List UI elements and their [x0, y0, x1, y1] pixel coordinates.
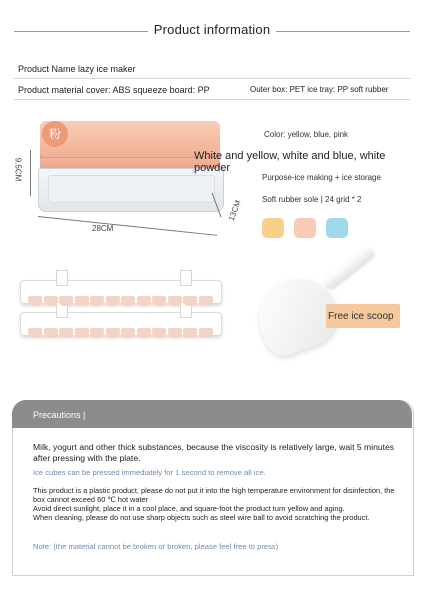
precaution-paragraph: This product is a plastic product, please do not put it into the high temperature environment for disinfection, the box cannot exceed 60 ℃ hot water Avoid direct sunlight, place it in a cool place, and square-foot the product turn yellow and aging. When cleaning, please do not use sharp objects such as steel wire ball to avoid scratching the product.: [33, 486, 395, 522]
ice-cell: [106, 328, 120, 338]
tray-tab: [180, 270, 192, 286]
swatch-yellow: [262, 218, 284, 238]
box-lid: [40, 121, 220, 161]
material-row-right: Outer box: PET ice tray: PP soft rubber: [250, 85, 389, 94]
page-title: [0, 22, 424, 37]
ice-cell: [44, 328, 58, 338]
ice-cell: [90, 328, 104, 338]
sole-text: Soft rubber sole | 24 grid * 2: [262, 195, 362, 204]
ice-cell: [121, 296, 135, 306]
ice-cell: [152, 296, 166, 306]
divider: [14, 99, 410, 100]
ice-cell: [28, 296, 42, 306]
ice-cell: [199, 328, 213, 338]
precaution-note: Note: (the material cannot be broken or broken, please feel free to press): [33, 542, 279, 551]
ice-cell: [168, 296, 182, 306]
height-dim-line: [30, 150, 31, 196]
ice-cell: [152, 328, 166, 338]
ice-cell: [90, 296, 104, 306]
ice-cell: [137, 296, 151, 306]
material-row-left: Product material cover: ABS squeeze board: PP: [18, 85, 210, 95]
color-badge: 粉: [42, 121, 68, 147]
ice-cell: [28, 328, 42, 338]
ice-cell: [168, 328, 182, 338]
ice-cell: [59, 296, 73, 306]
precaution-paragraph: Milk, yogurt and other thick substances, because the viscosity is relatively large, wait 5 minutes after pressing with the plate.: [33, 442, 395, 463]
variants-text: White and yellow, white and blue, white powder: [194, 150, 386, 174]
page-title-text: Product information: [148, 22, 277, 37]
tray-tab: [56, 270, 68, 286]
depth-dim-label: 13CM: [226, 198, 243, 223]
ice-cell: [59, 328, 73, 338]
divider: [14, 78, 410, 79]
box-body-inner: [48, 175, 215, 203]
height-dim-label: 9.5CM: [13, 157, 23, 182]
swatch-pink: [294, 218, 316, 238]
precautions-title: Precautions |: [33, 410, 86, 420]
swatch-blue: [326, 218, 348, 238]
precaution-tip: Ice cubes can be pressed immediately for 1 second to remove all ice.: [33, 468, 266, 477]
ice-cell: [137, 328, 151, 338]
ice-cell: [199, 296, 213, 306]
ice-cell: [183, 296, 197, 306]
ice-cell: [106, 296, 120, 306]
scoop-handle: [322, 245, 375, 290]
ice-cell: [75, 328, 89, 338]
ice-cell: [121, 328, 135, 338]
purpose-text: Purpose-ice making + ice storage: [262, 173, 381, 182]
colors-text: Color: yellow, blue, pink: [264, 130, 349, 139]
scoop-label: Free ice scoop: [328, 311, 394, 322]
ice-cell: [183, 328, 197, 338]
length-dim-label: 28CM: [92, 224, 114, 233]
ice-cell: [75, 296, 89, 306]
product-name-row: Product Name lazy ice maker: [18, 64, 136, 74]
ice-cell: [44, 296, 58, 306]
length-dim-line: [38, 216, 217, 236]
